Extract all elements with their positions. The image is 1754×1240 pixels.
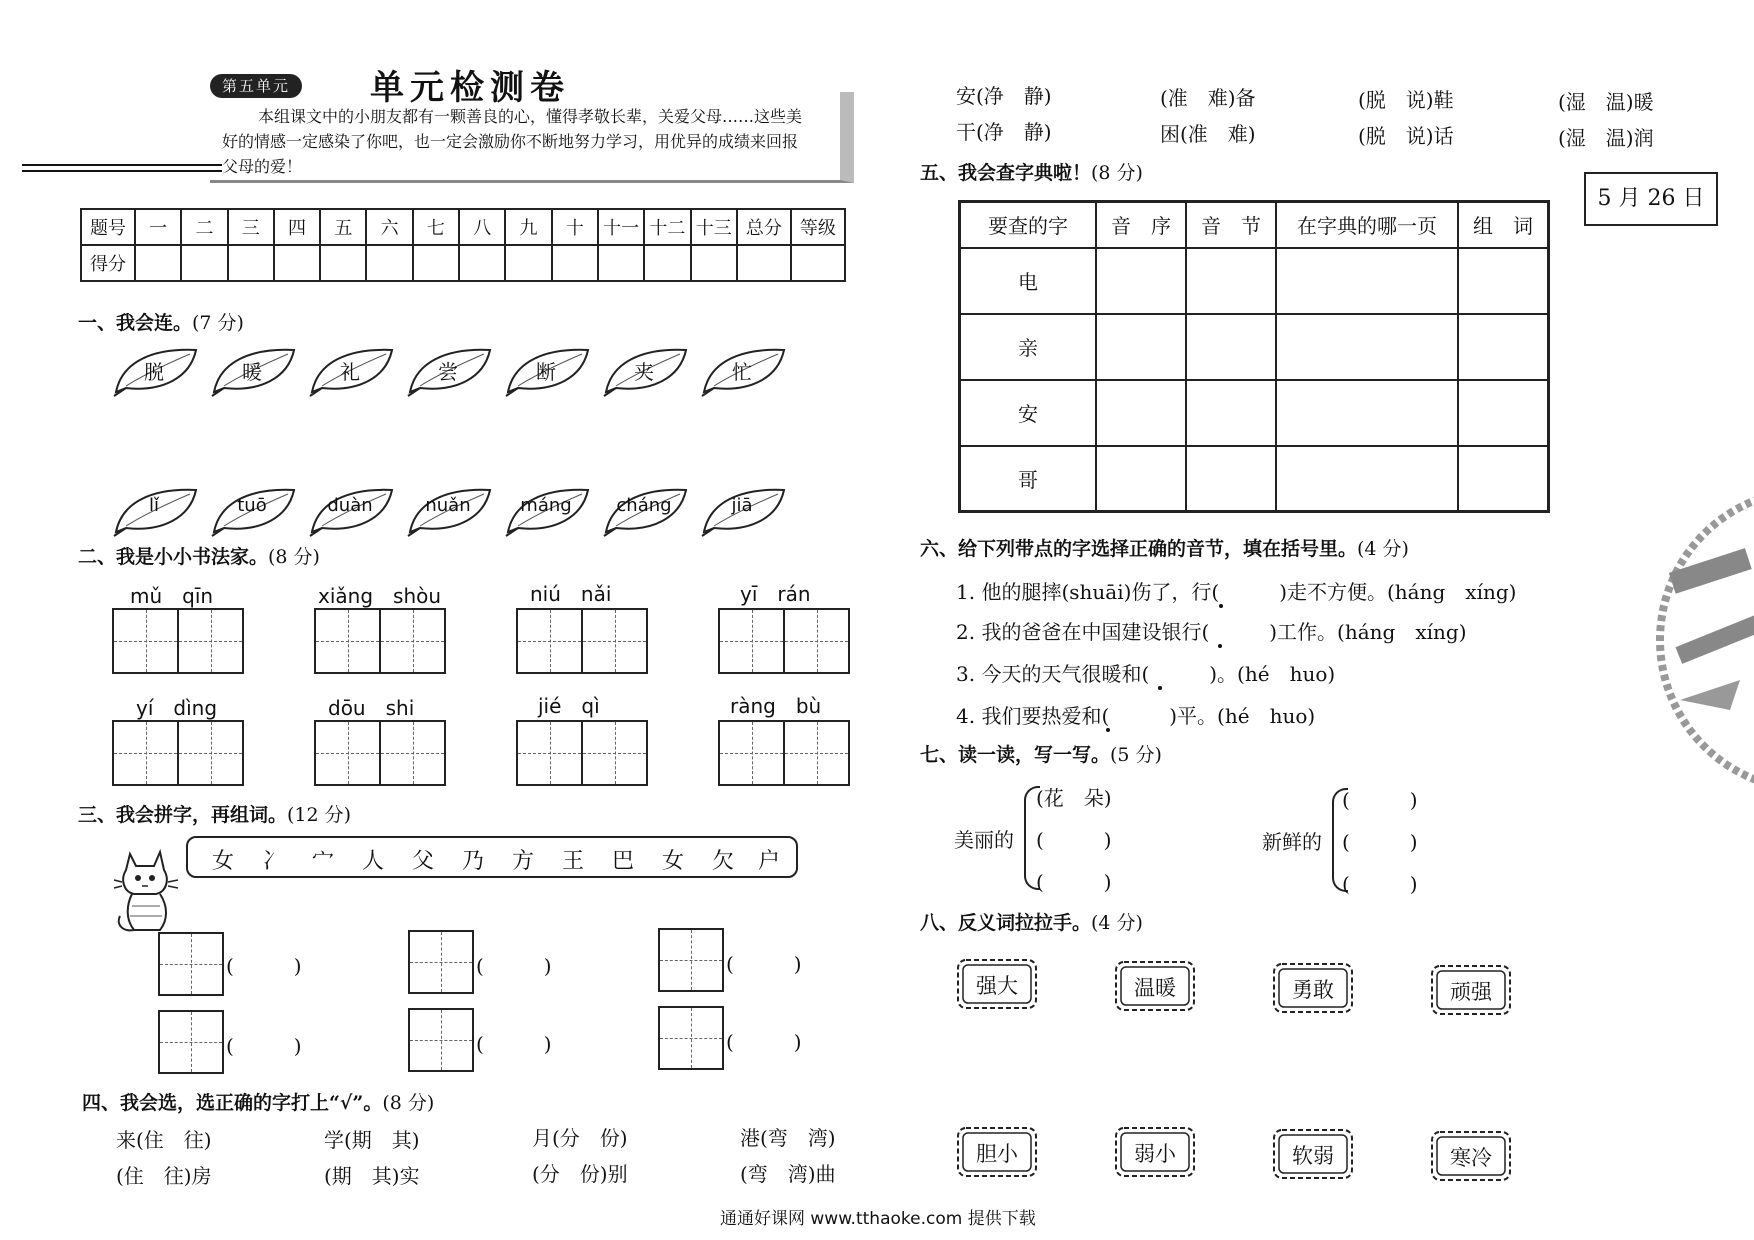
choice-item[interactable]: (住 往)房 (116, 1164, 212, 1188)
compose-char-box[interactable] (658, 928, 724, 992)
pinyin-label: mǔ qīn (130, 584, 214, 608)
writing-grid-pair[interactable] (112, 608, 244, 674)
score-cell: 二 (181, 209, 227, 245)
fill-in-item[interactable]: 1. 他的腿摔(shuāi)伤了，行( )走不方便。(háng xíng) (956, 580, 1517, 604)
phrase-blank[interactable]: ( ) (1342, 872, 1418, 896)
emphasis-dot (1218, 644, 1222, 648)
compose-char-box[interactable] (408, 1008, 474, 1072)
fill-in-item[interactable]: 2. 我的爸爸在中国建设银行( )工作。(háng xíng) (956, 620, 1467, 644)
dict-answer-cell[interactable] (1458, 446, 1549, 512)
leaf-char[interactable]: 尝 (406, 342, 498, 398)
pinyin-label: yí dìng (136, 696, 218, 720)
pinyin-label: yī rán (740, 582, 811, 606)
phrase-blank[interactable]: ( ) (1036, 828, 1112, 852)
writing-grid-pair[interactable] (516, 720, 648, 786)
modifier-label: 新鲜的 (1262, 830, 1322, 854)
section-4-heading: 四、我会选，选正确的字打上“√”。(8 分) (82, 1092, 435, 1114)
compose-char-box[interactable] (158, 1010, 224, 1074)
pinyin-label: xiǎng shòu (318, 584, 442, 608)
dict-answer-cell[interactable] (1186, 248, 1276, 314)
choice-item[interactable]: (脱 说)话 (1358, 124, 1454, 148)
antonym-card[interactable]: 寒冷 (1428, 1128, 1514, 1184)
score-input-cell[interactable] (505, 245, 551, 281)
score-cell: 七 (413, 209, 459, 245)
choice-item[interactable]: (弯 湾)曲 (740, 1162, 836, 1186)
emphasis-dot (1106, 728, 1110, 732)
section-8-heading: 八、反义词拉拉手。(4 分) (920, 912, 1143, 934)
cat-illustration-icon (112, 846, 182, 936)
dictionary-table (958, 200, 1550, 513)
compose-char-box[interactable] (658, 1006, 724, 1070)
choice-item[interactable]: (湿 温)暖 (1558, 90, 1654, 114)
dict-answer-cell[interactable] (1096, 380, 1186, 446)
word-answer-blank[interactable]: ( ) (726, 952, 802, 976)
score-cell: 一 (135, 209, 181, 245)
fill-in-item[interactable]: 4. 我们要热爱和( )平。(hé huo) (956, 704, 1316, 728)
antonym-card[interactable]: 温暖 (1112, 958, 1198, 1014)
dict-answer-cell[interactable] (1186, 314, 1276, 380)
dict-header: 组 词 (1458, 202, 1549, 248)
emphasis-dot (1219, 604, 1223, 608)
score-row-label: 得分 (81, 245, 135, 281)
choice-item[interactable]: 来(住 往) (116, 1128, 212, 1152)
score-table-header-row (81, 209, 845, 245)
choice-item[interactable]: 学(期 其) (324, 1128, 420, 1152)
score-table-score-row (81, 245, 845, 281)
score-input-cell[interactable] (413, 245, 459, 281)
section-5-heading: 五、我会查字典啦！(8 分) (920, 162, 1143, 184)
leaf-pinyin[interactable]: duàn (308, 482, 400, 538)
dict-answer-cell[interactable] (1186, 446, 1276, 512)
writing-grid-pair[interactable] (516, 608, 648, 674)
radical: 宀 (312, 849, 335, 874)
score-cell: 五 (320, 209, 366, 245)
writing-grid-pair[interactable] (718, 720, 850, 786)
pinyin-label: dōu shi (328, 696, 415, 720)
radical: 冫 (262, 849, 285, 874)
radical-strip (186, 836, 798, 878)
score-input-cell[interactable] (737, 245, 791, 281)
table-row (960, 446, 1549, 512)
dict-char: 电 (960, 248, 1097, 314)
dict-answer-cell[interactable] (1276, 446, 1458, 512)
score-input-cell[interactable] (644, 245, 690, 281)
choice-item[interactable]: (脱 说)鞋 (1358, 88, 1454, 112)
antonym-card[interactable]: 胆小 (954, 1124, 1040, 1180)
section-2-heading: 二、我是小小书法家。(8 分) (78, 546, 320, 568)
score-input-cell[interactable] (135, 245, 181, 281)
dict-char: 亲 (960, 314, 1097, 380)
score-cell: 题号 (81, 209, 135, 245)
leaf-char[interactable]: 夹 (602, 342, 694, 398)
dict-header: 要查的字 (960, 202, 1097, 248)
score-input-cell[interactable] (366, 245, 412, 281)
dict-char: 哥 (960, 446, 1097, 512)
dict-header: 在字典的哪一页 (1276, 202, 1458, 248)
table-row (960, 314, 1549, 380)
dict-answer-cell[interactable] (1276, 248, 1458, 314)
antonym-card[interactable]: 软弱 (1270, 1126, 1356, 1182)
dict-answer-cell[interactable] (1096, 314, 1186, 380)
divider-line (22, 170, 222, 172)
compose-char-box[interactable] (408, 930, 474, 994)
score-input-cell[interactable] (459, 245, 505, 281)
phrase-blank[interactable]: ( ) (1036, 870, 1112, 894)
leaf-char[interactable]: 忙 (700, 342, 792, 398)
score-input-cell[interactable] (228, 245, 274, 281)
score-input-cell[interactable] (320, 245, 366, 281)
antonym-card[interactable]: 强大 (954, 956, 1040, 1012)
section-7-heading: 七、读一读，写一写。(5 分) (920, 744, 1162, 766)
dict-answer-cell[interactable] (1276, 380, 1458, 446)
dict-answer-cell[interactable] (1186, 380, 1276, 446)
writing-grid-pair[interactable] (112, 720, 244, 786)
phrase-blank[interactable]: (花 朵) (1036, 786, 1112, 810)
leaf-char[interactable]: 断 (504, 342, 596, 398)
table-row (960, 248, 1549, 314)
leaf-char[interactable]: 礼 (308, 342, 400, 398)
compose-char-box[interactable] (158, 932, 224, 996)
dict-header: 音 节 (1186, 202, 1276, 248)
leaf-char[interactable]: 暖 (210, 342, 302, 398)
choice-item[interactable]: (分 份)别 (532, 1162, 628, 1186)
choice-item[interactable]: (期 其)实 (324, 1164, 420, 1188)
choice-item[interactable]: (湿 温)润 (1558, 126, 1654, 150)
dict-answer-cell[interactable] (1458, 248, 1549, 314)
choice-item[interactable]: 港(弯 湾) (740, 1126, 836, 1150)
dict-answer-cell[interactable] (1096, 446, 1186, 512)
radical: 欠 (712, 849, 735, 874)
fill-in-item[interactable]: 3. 今天的天气很暖和( )。(hé huo) (956, 662, 1336, 686)
leaf-pinyin[interactable]: nuǎn (406, 482, 498, 538)
score-input-cell[interactable] (791, 245, 845, 281)
choice-item[interactable]: 困(准 难) (1160, 122, 1256, 146)
dictionary-header-row (960, 202, 1549, 248)
score-table (80, 208, 846, 282)
radical: 巴 (612, 849, 635, 874)
leaf-pinyin[interactable]: máng (504, 482, 596, 538)
score-cell: 四 (274, 209, 320, 245)
word-answer-blank[interactable]: ( ) (476, 1032, 552, 1056)
section-6-heading: 六、给下列带点的字选择正确的音节，填在括号里。(4 分) (920, 538, 1409, 560)
dict-char: 安 (960, 380, 1097, 446)
score-cell: 六 (366, 209, 412, 245)
score-cell: 十一 (598, 209, 644, 245)
score-input-cell[interactable] (181, 245, 227, 281)
footer-watermark: 通通好课网 www.tthaoke.com 提供下载 (720, 1209, 1036, 1229)
dict-answer-cell[interactable] (1276, 314, 1458, 380)
score-input-cell[interactable] (691, 245, 737, 281)
dict-answer-cell[interactable] (1096, 248, 1186, 314)
score-input-cell[interactable] (598, 245, 644, 281)
score-cell: 等级 (791, 209, 845, 245)
intro-text: 本组课文中的小朋友都有一颗善良的心，懂得孝敬长辈，关爱父母……这些美好的情感一定感染了你吧，也一定会激励你不断地努力学习，用优异的成绩来回报父母的爱！ (222, 107, 803, 176)
antonym-card[interactable]: 弱小 (1112, 1124, 1198, 1180)
score-cell: 十二 (644, 209, 690, 245)
radical: 方 (512, 849, 535, 874)
word-answer-blank[interactable]: ( ) (726, 1030, 802, 1054)
modifier-label: 美丽的 (954, 828, 1014, 852)
antonym-card[interactable]: 勇敢 (1270, 960, 1356, 1016)
dict-answer-cell[interactable] (1458, 380, 1549, 446)
leaf-pinyin[interactable]: tuō (210, 482, 302, 538)
table-row (960, 380, 1549, 446)
divider-line (22, 164, 222, 166)
score-cell: 三 (228, 209, 274, 245)
radical: 王 (562, 849, 585, 874)
word-answer-blank[interactable]: ( ) (476, 954, 552, 978)
word-answer-blank[interactable]: ( ) (226, 1034, 302, 1058)
section-1-heading: 一、我会连。(7 分) (78, 312, 244, 334)
score-cell: 十三 (691, 209, 737, 245)
radical: 女 (662, 849, 685, 874)
phrase-blank[interactable]: ( ) (1342, 788, 1418, 812)
leaf-pinyin[interactable]: jiā (700, 482, 792, 538)
writing-grid-pair[interactable] (314, 608, 446, 674)
dict-answer-cell[interactable] (1458, 314, 1549, 380)
radical: 女 (212, 849, 235, 874)
date-box: 5 月 26 日 (1584, 172, 1718, 226)
writing-grid-pair[interactable] (718, 608, 850, 674)
section-3-heading: 三、我会拼字，再组词。(12 分) (78, 804, 352, 826)
score-cell: 八 (459, 209, 505, 245)
leaf-pinyin[interactable]: lǐ (112, 482, 204, 538)
choice-item[interactable]: (准 难)备 (1160, 86, 1256, 110)
writing-grid-pair[interactable] (314, 720, 446, 786)
radical: 乃 (462, 849, 485, 874)
emphasis-dot (1158, 686, 1162, 690)
score-cell: 总分 (737, 209, 791, 245)
word-answer-blank[interactable]: ( ) (226, 954, 302, 978)
choice-item[interactable]: 安(净 静) (956, 84, 1052, 108)
score-cell: 九 (505, 209, 551, 245)
page-title: 单元检测卷 (370, 68, 570, 108)
radical: 户 (758, 849, 781, 874)
antonym-card[interactable]: 顽强 (1428, 962, 1514, 1018)
leaf-char[interactable]: 脱 (112, 342, 204, 398)
pinyin-label: niú nǎi (530, 582, 612, 606)
radical: 人 (362, 849, 385, 874)
unit-badge: 第五单元 (210, 74, 302, 98)
phrase-blank[interactable]: ( ) (1342, 830, 1418, 854)
radical: 父 (412, 849, 435, 874)
choice-item[interactable]: 月(分 份) (532, 1126, 628, 1150)
score-input-cell[interactable] (552, 245, 598, 281)
score-input-cell[interactable] (274, 245, 320, 281)
dict-header: 音 序 (1096, 202, 1186, 248)
leaf-pinyin[interactable]: cháng (602, 482, 694, 538)
choice-item[interactable]: 干(净 静) (956, 120, 1052, 144)
seal-stamp-icon (1610, 490, 1754, 790)
pinyin-label: ràng bù (730, 694, 822, 718)
score-cell: 十 (552, 209, 598, 245)
pinyin-label: jié qì (538, 694, 600, 718)
